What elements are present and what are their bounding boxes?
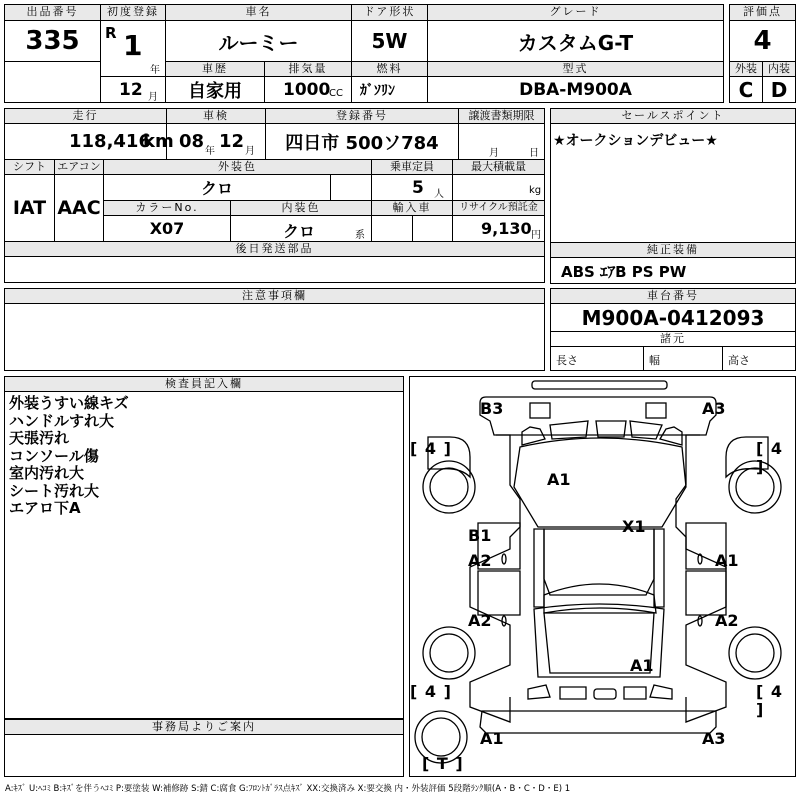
registration-month: 12 bbox=[119, 80, 143, 100]
inspector-note: シート汚れ大 bbox=[9, 481, 100, 500]
max-load-cell bbox=[452, 174, 545, 201]
recycle-cell bbox=[452, 215, 545, 242]
inspector-notes-area bbox=[4, 391, 404, 719]
interior-color-unit: 系 bbox=[355, 230, 365, 241]
model-label: 型式 bbox=[427, 61, 724, 77]
damage-mark-front-bumper-left: B3 bbox=[480, 399, 504, 418]
displacement-cell bbox=[264, 76, 352, 103]
first-registration-label: 初度登録 bbox=[100, 4, 166, 21]
spec-label: 諸元 bbox=[550, 331, 796, 347]
capacity-label: 乗車定員 bbox=[371, 159, 453, 175]
exterior-color: クロ bbox=[103, 174, 331, 201]
recycle-unit: 円 bbox=[531, 230, 541, 241]
height-cell bbox=[722, 346, 796, 371]
interior-color: クロ bbox=[283, 222, 316, 241]
damage-mark-rear-left-door: A2 bbox=[468, 611, 492, 630]
caution-area bbox=[4, 303, 545, 371]
inspection-month-unit: 月 bbox=[245, 146, 255, 157]
color-number-label: カラーNo. bbox=[103, 200, 231, 216]
sales-point-label: セールスポイント bbox=[550, 108, 796, 124]
year-unit: 年 bbox=[150, 65, 160, 76]
width-label: 幅 bbox=[649, 354, 660, 367]
damage-legend: A:ｷｽﾞ U:ﾍｺﾐ B:ｷｽﾞを伴うﾍｺﾐ P:要塗装 W:補修跡 S:錆 C:腐食 G:ﾌﾛﾝﾄｶﾞﾗｽ点ｷｽﾞ XX:交換済み X:要交換 内・外装評価 5段階ﾗﾝｸ順(A・B・C・D・E) 1 bbox=[5, 784, 571, 794]
displacement: 1000 bbox=[283, 80, 331, 100]
grade: カスタムG-T bbox=[427, 20, 724, 62]
length-label: 長さ bbox=[556, 354, 578, 367]
inspection-year: 08 bbox=[179, 131, 205, 152]
interior-grade-label: 内装 bbox=[762, 61, 796, 77]
displacement-label: 排気量 bbox=[264, 61, 352, 77]
import-label: 輸入車 bbox=[371, 200, 453, 216]
capacity-unit: 人 bbox=[434, 189, 444, 200]
later-parts-label: 後日発送部品 bbox=[4, 241, 545, 257]
transfer-day-unit: 日 bbox=[529, 148, 539, 159]
damage-mark-front-left-door-upper: B1 bbox=[468, 526, 492, 545]
inspector-notes-label: 検査員記入欄 bbox=[4, 376, 404, 392]
score: 4 bbox=[729, 20, 796, 62]
import-cell-b bbox=[412, 215, 453, 242]
aircon-label: エアコン bbox=[54, 159, 104, 175]
equipment-area bbox=[550, 257, 796, 284]
door-label: ドア形状 bbox=[351, 4, 428, 21]
plate-label: 登録番号 bbox=[265, 108, 459, 124]
tire-front-left: [ 4 ] bbox=[410, 439, 452, 458]
max-load-label: 最大積載量 bbox=[452, 159, 545, 175]
damage-mark-rear-bumper-left: A1 bbox=[480, 729, 504, 748]
exterior-grade-label: 外装 bbox=[729, 61, 763, 77]
lot-number: 335 bbox=[4, 20, 101, 62]
score-label: 評価点 bbox=[729, 4, 796, 21]
tire-rear-left: [ 4 ] bbox=[410, 682, 452, 701]
damage-mark-front-right-door: A1 bbox=[715, 551, 739, 570]
inspection-label: 車検 bbox=[166, 108, 266, 124]
model: DBA-M900A bbox=[427, 76, 724, 103]
damage-mark-hood: A1 bbox=[547, 470, 571, 489]
lot-number-label: 出品番号 bbox=[4, 4, 101, 21]
aircon: AAC bbox=[54, 174, 104, 242]
length-cell bbox=[550, 346, 644, 371]
exterior-grade: C bbox=[729, 76, 763, 103]
fuel: ｶﾞｿﾘﾝ bbox=[351, 76, 428, 103]
width-cell bbox=[643, 346, 723, 371]
interior-color-cell bbox=[230, 215, 372, 242]
import-cell-a bbox=[371, 215, 413, 242]
fuel-label: 燃料 bbox=[351, 61, 428, 77]
recycle-deposit: 9,130 bbox=[481, 219, 532, 238]
caution-label: 注意事項欄 bbox=[4, 288, 545, 304]
car-diagram-svg bbox=[410, 377, 795, 776]
history: 自家用 bbox=[165, 76, 265, 103]
damage-mark-front-bumper-right: A3 bbox=[702, 399, 726, 418]
office-notice-label: 事務局よりご案内 bbox=[4, 719, 404, 735]
height-label: 高さ bbox=[728, 354, 750, 367]
equipment-label: 純正装備 bbox=[550, 242, 796, 258]
month-unit: 月 bbox=[148, 92, 158, 103]
exterior-color-label: 外装色 bbox=[103, 159, 372, 175]
inspection-cell bbox=[166, 123, 266, 160]
equipment-text: ABS ｴｱB PS PW bbox=[561, 263, 687, 281]
inspection-month: 12 bbox=[219, 131, 245, 152]
color-number: X07 bbox=[103, 215, 231, 242]
chassis-label: 車台番号 bbox=[550, 288, 796, 304]
car-name: ルーミー bbox=[165, 20, 352, 62]
transfer-deadline-label: 譲渡書類期限 bbox=[458, 108, 545, 124]
capacity-cell bbox=[371, 174, 453, 201]
car-name-label: 車名 bbox=[165, 4, 352, 21]
inspector-note: 天張汚れ bbox=[9, 429, 70, 447]
inspector-notes-list bbox=[9, 395, 129, 518]
inspector-note: ハンドルすれ大 bbox=[9, 411, 115, 430]
plate-number: 四日市 500ソ784 bbox=[265, 123, 459, 160]
inspector-note: エアロ下A bbox=[9, 499, 81, 517]
lot-blank-cell bbox=[4, 61, 101, 103]
recycle-label: リサイクル預託金 bbox=[452, 200, 545, 216]
transfer-month-unit: 月 bbox=[489, 148, 499, 159]
inspection-year-unit: 年 bbox=[205, 146, 215, 157]
registration-year: 1 bbox=[123, 29, 143, 62]
damage-mark-roof: X1 bbox=[622, 517, 646, 536]
office-notice-area bbox=[4, 734, 404, 777]
damage-mark-rear-right-door: A2 bbox=[715, 611, 739, 630]
era-mark: R bbox=[105, 24, 117, 42]
inspector-note: コンソール傷 bbox=[9, 446, 99, 465]
damage-mark-front-left-door: A2 bbox=[468, 551, 492, 570]
sales-point-text: ★オークションデビュー★ bbox=[553, 133, 718, 149]
interior-grade: D bbox=[762, 76, 796, 103]
chassis-number: M900A-0412093 bbox=[550, 303, 796, 332]
mileage-label: 走行 bbox=[4, 108, 167, 124]
damage-mark-trunk: A1 bbox=[630, 656, 654, 675]
exterior-color-extra bbox=[330, 174, 372, 201]
inspector-note: 室内汚れ大 bbox=[9, 464, 85, 482]
door-type: 5W bbox=[351, 20, 428, 62]
damage-diagram bbox=[409, 376, 796, 777]
inspector-note: 外装うすい線キズ bbox=[9, 394, 129, 412]
later-parts-area bbox=[4, 256, 545, 283]
capacity: 5 bbox=[412, 178, 424, 198]
tire-front-right: [ 4 ] bbox=[756, 439, 784, 476]
tire-spare: [ T ] bbox=[422, 754, 464, 773]
history-label: 車歴 bbox=[165, 61, 265, 77]
damage-mark-rear-bumper-right: A3 bbox=[702, 729, 726, 748]
sales-point-area bbox=[550, 123, 796, 243]
shift-label: シフト bbox=[4, 159, 55, 175]
max-load-unit: kg bbox=[529, 185, 542, 196]
shift: IAT bbox=[4, 174, 55, 242]
registration-month-cell bbox=[100, 76, 166, 103]
mileage: 118,416 bbox=[69, 131, 151, 152]
mileage-unit: km bbox=[143, 131, 174, 152]
first-registration-cell bbox=[100, 20, 166, 77]
displacement-unit: CC bbox=[329, 88, 343, 99]
mileage-cell bbox=[4, 123, 174, 160]
interior-color-label: 内装色 bbox=[230, 200, 372, 216]
tire-rear-right: [ 4 ] bbox=[756, 682, 784, 719]
transfer-deadline-cell bbox=[458, 123, 545, 160]
grade-label: グレード bbox=[427, 4, 724, 21]
